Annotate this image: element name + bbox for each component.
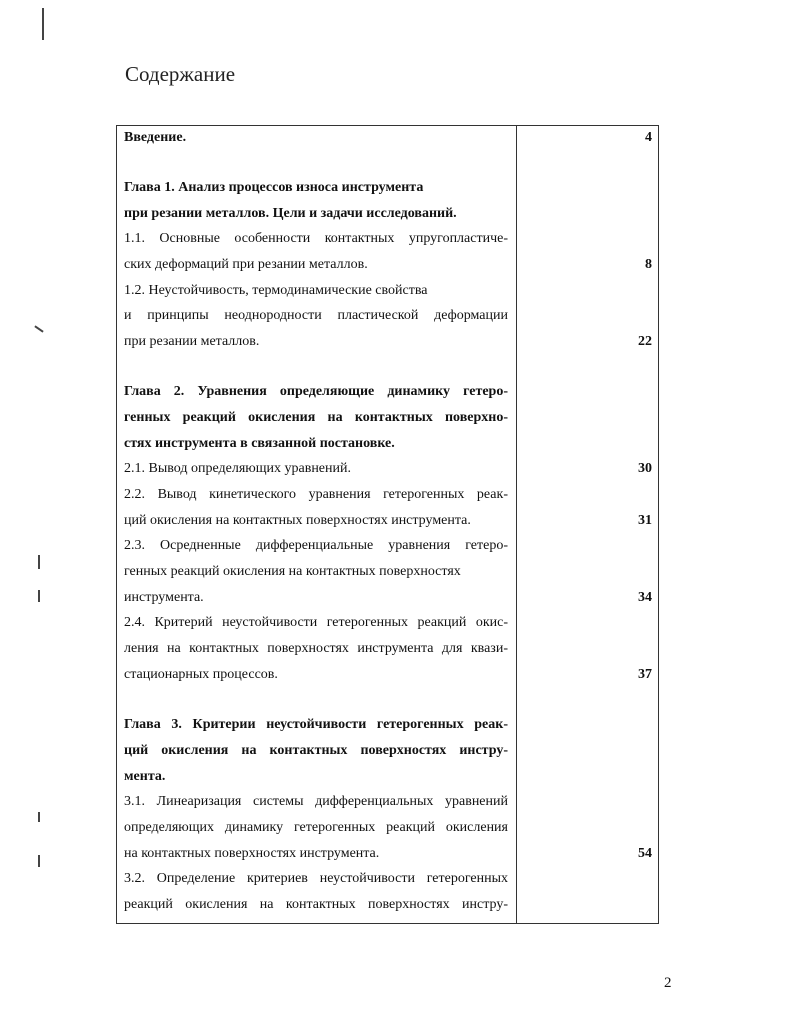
toc-entry-line: генных реакций окисления на контактных поверхностях	[124, 564, 461, 579]
toc-entry-line: определяющих динамику гетерогенных реакций окисления	[124, 820, 508, 835]
toc-entry-line: 1.2. Неустойчивость, термодинамические свойства	[124, 283, 428, 298]
column-divider	[516, 126, 517, 923]
toc-page-ref: 31	[638, 513, 652, 528]
toc-table	[116, 125, 659, 924]
toc-entry-line: стях инструмента в связанной постановке.	[124, 436, 395, 451]
toc-entry-line: стационарных процессов.	[124, 667, 278, 682]
toc-entry-line: на контактных поверхностях инструмента.	[124, 846, 380, 861]
toc-page-ref: 54	[638, 846, 652, 861]
toc-entry-line: 2.4. Критерий неустойчивости гетерогенных реакций окис-	[124, 615, 508, 630]
toc-entry-line: Глава 3. Критерии неустойчивости гетерогенных реак-	[124, 717, 508, 732]
scan-mark	[38, 555, 40, 569]
scan-mark	[38, 812, 40, 822]
toc-entry-line: 1.1. Основные особенности контактных упругопластиче-	[124, 231, 508, 246]
scan-mark	[38, 855, 40, 867]
toc-entry-line: 2.3. Осредненные дифференциальные уравнения гетеро-	[124, 538, 508, 553]
toc-entry-line: ций окисления на контактных поверхностях инстру-	[124, 743, 508, 758]
scan-mark	[38, 590, 40, 602]
toc-entry-line: 2.1. Вывод определяющих уравнений.	[124, 461, 352, 476]
toc-entry-line: Глава 1. Анализ процессов износа инструмента	[124, 180, 424, 195]
toc-entry-line: инструмента.	[124, 590, 204, 605]
toc-entry-line: и принципы неоднородности пластической деформации	[124, 308, 508, 323]
toc-page-ref: 34	[638, 590, 652, 605]
toc-entry-line: 3.1. Линеаризация системы дифференциальных уравнений	[124, 794, 508, 809]
toc-entry-line: при резании металлов.	[124, 334, 260, 349]
toc-page-ref: 22	[638, 334, 652, 349]
toc-entry-line: 3.2. Определение критериев неустойчивости гетерогенных	[124, 871, 508, 886]
toc-page-ref: 37	[638, 667, 652, 682]
page-number: 2	[664, 975, 672, 991]
page-title: Содержание	[125, 62, 236, 86]
scan-mark	[34, 325, 43, 332]
toc-entry-line: реакций окисления на контактных поверхностях инстру-	[124, 897, 508, 912]
toc-entry-line: Введение.	[124, 130, 187, 145]
toc-page-ref: 4	[645, 130, 652, 145]
toc-page-ref: 30	[638, 461, 652, 476]
toc-entry-line: ления на контактных поверхностях инструмента для квази-	[124, 641, 508, 656]
toc-entry-line: мента.	[124, 769, 166, 784]
toc-entry-line: 2.2. Вывод кинетического уравнения гетерогенных реак-	[124, 487, 508, 502]
toc-entry-line: ских деформаций при резании металлов.	[124, 257, 368, 272]
toc-entry-line: Глава 2. Уравнения определяющие динамику гетеро-	[124, 384, 508, 399]
scan-mark	[42, 8, 44, 40]
toc-page-ref: 8	[645, 257, 652, 272]
toc-entry-line: генных реакций окисления на контактных поверхно-	[124, 410, 508, 425]
toc-entry-line: ций окисления на контактных поверхностях инструмента.	[124, 513, 471, 528]
toc-entry-line: при резании металлов. Цели и задачи исследований.	[124, 206, 457, 221]
